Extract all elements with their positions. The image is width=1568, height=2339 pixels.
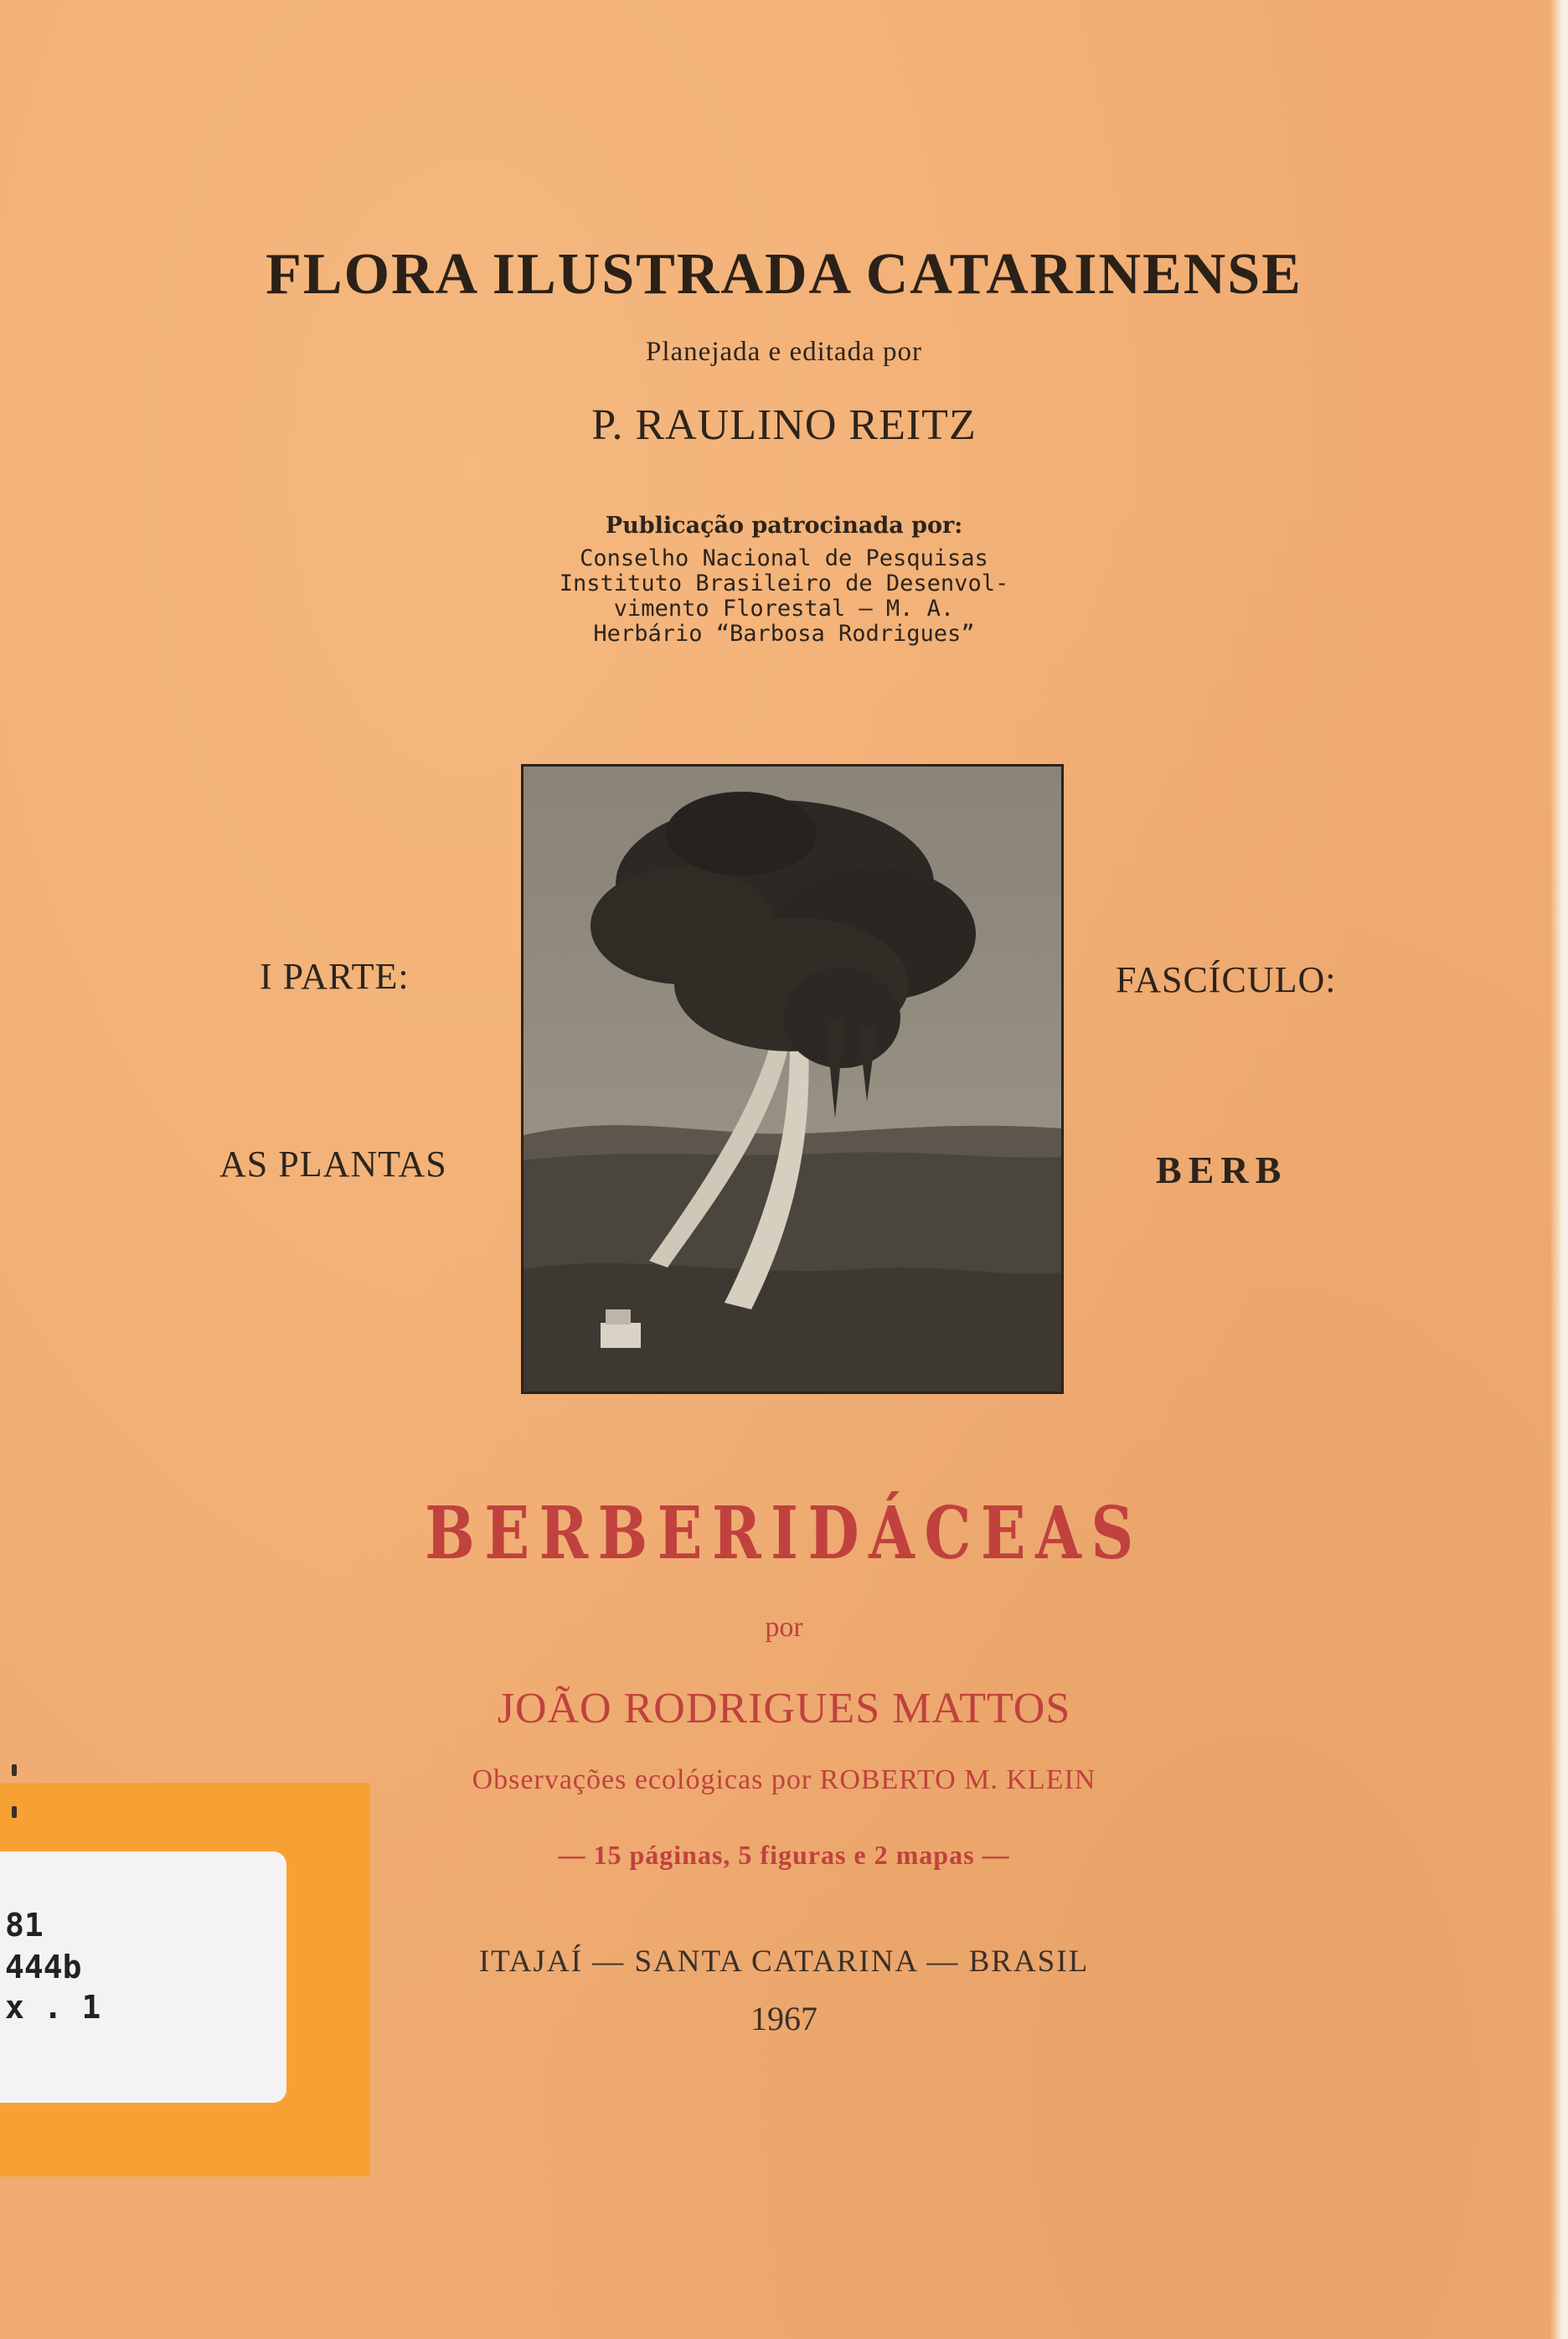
author-name: JOÃO RODRIGUES MATTOS [497, 1685, 1071, 1732]
fascicle-value: BERB [1156, 1149, 1288, 1191]
tree-photograph [521, 764, 1064, 1394]
sponsor-line: vimento Florestal — M. A. [613, 596, 955, 622]
series-title: FLORA ILUSTRADA CATARINENSE [266, 242, 1302, 307]
publication-year: 1967 [750, 2000, 818, 2037]
tree-illustration [524, 767, 1061, 1392]
call-number-line: 81 [5, 1907, 44, 1944]
call-number-line: 444b [5, 1949, 82, 1985]
edge-mark [12, 1806, 17, 1818]
fascicle-label: FASCÍCULO: [1116, 959, 1337, 1000]
by-label: por [765, 1612, 803, 1643]
pages-note: — 15 páginas, 5 figuras e 2 mapas — [558, 1840, 1010, 1870]
planned-line: Planejada e editada por [646, 337, 922, 367]
edge-mark [12, 1764, 17, 1776]
publication-place: ITAJAÍ — SANTA CATARINA — BRASIL [478, 1944, 1090, 1979]
observations-line: Observações ecológicas por ROBERTO M. KLEIN [472, 1764, 1096, 1795]
editor-name: P. RAULINO REITZ [591, 401, 977, 449]
call-number-line: x . 1 [5, 1989, 101, 2026]
call-number-label [0, 1851, 286, 2103]
sponsor-line: Instituto Brasileiro de Desenvol- [559, 571, 1009, 596]
sponsor-line: Herbário “Barbosa Rodrigues” [593, 621, 975, 647]
family-title: BERBERIDÁCEAS [425, 1491, 1143, 1576]
part-value: AS PLANTAS [219, 1144, 447, 1185]
sponsorship-list [0, 546, 1568, 647]
sponsor-line: Conselho Nacional de Pesquisas [580, 545, 988, 571]
part-label: I PARTE: [260, 956, 410, 997]
sponsorship-heading: Publicação patrocinada por: [605, 513, 963, 539]
